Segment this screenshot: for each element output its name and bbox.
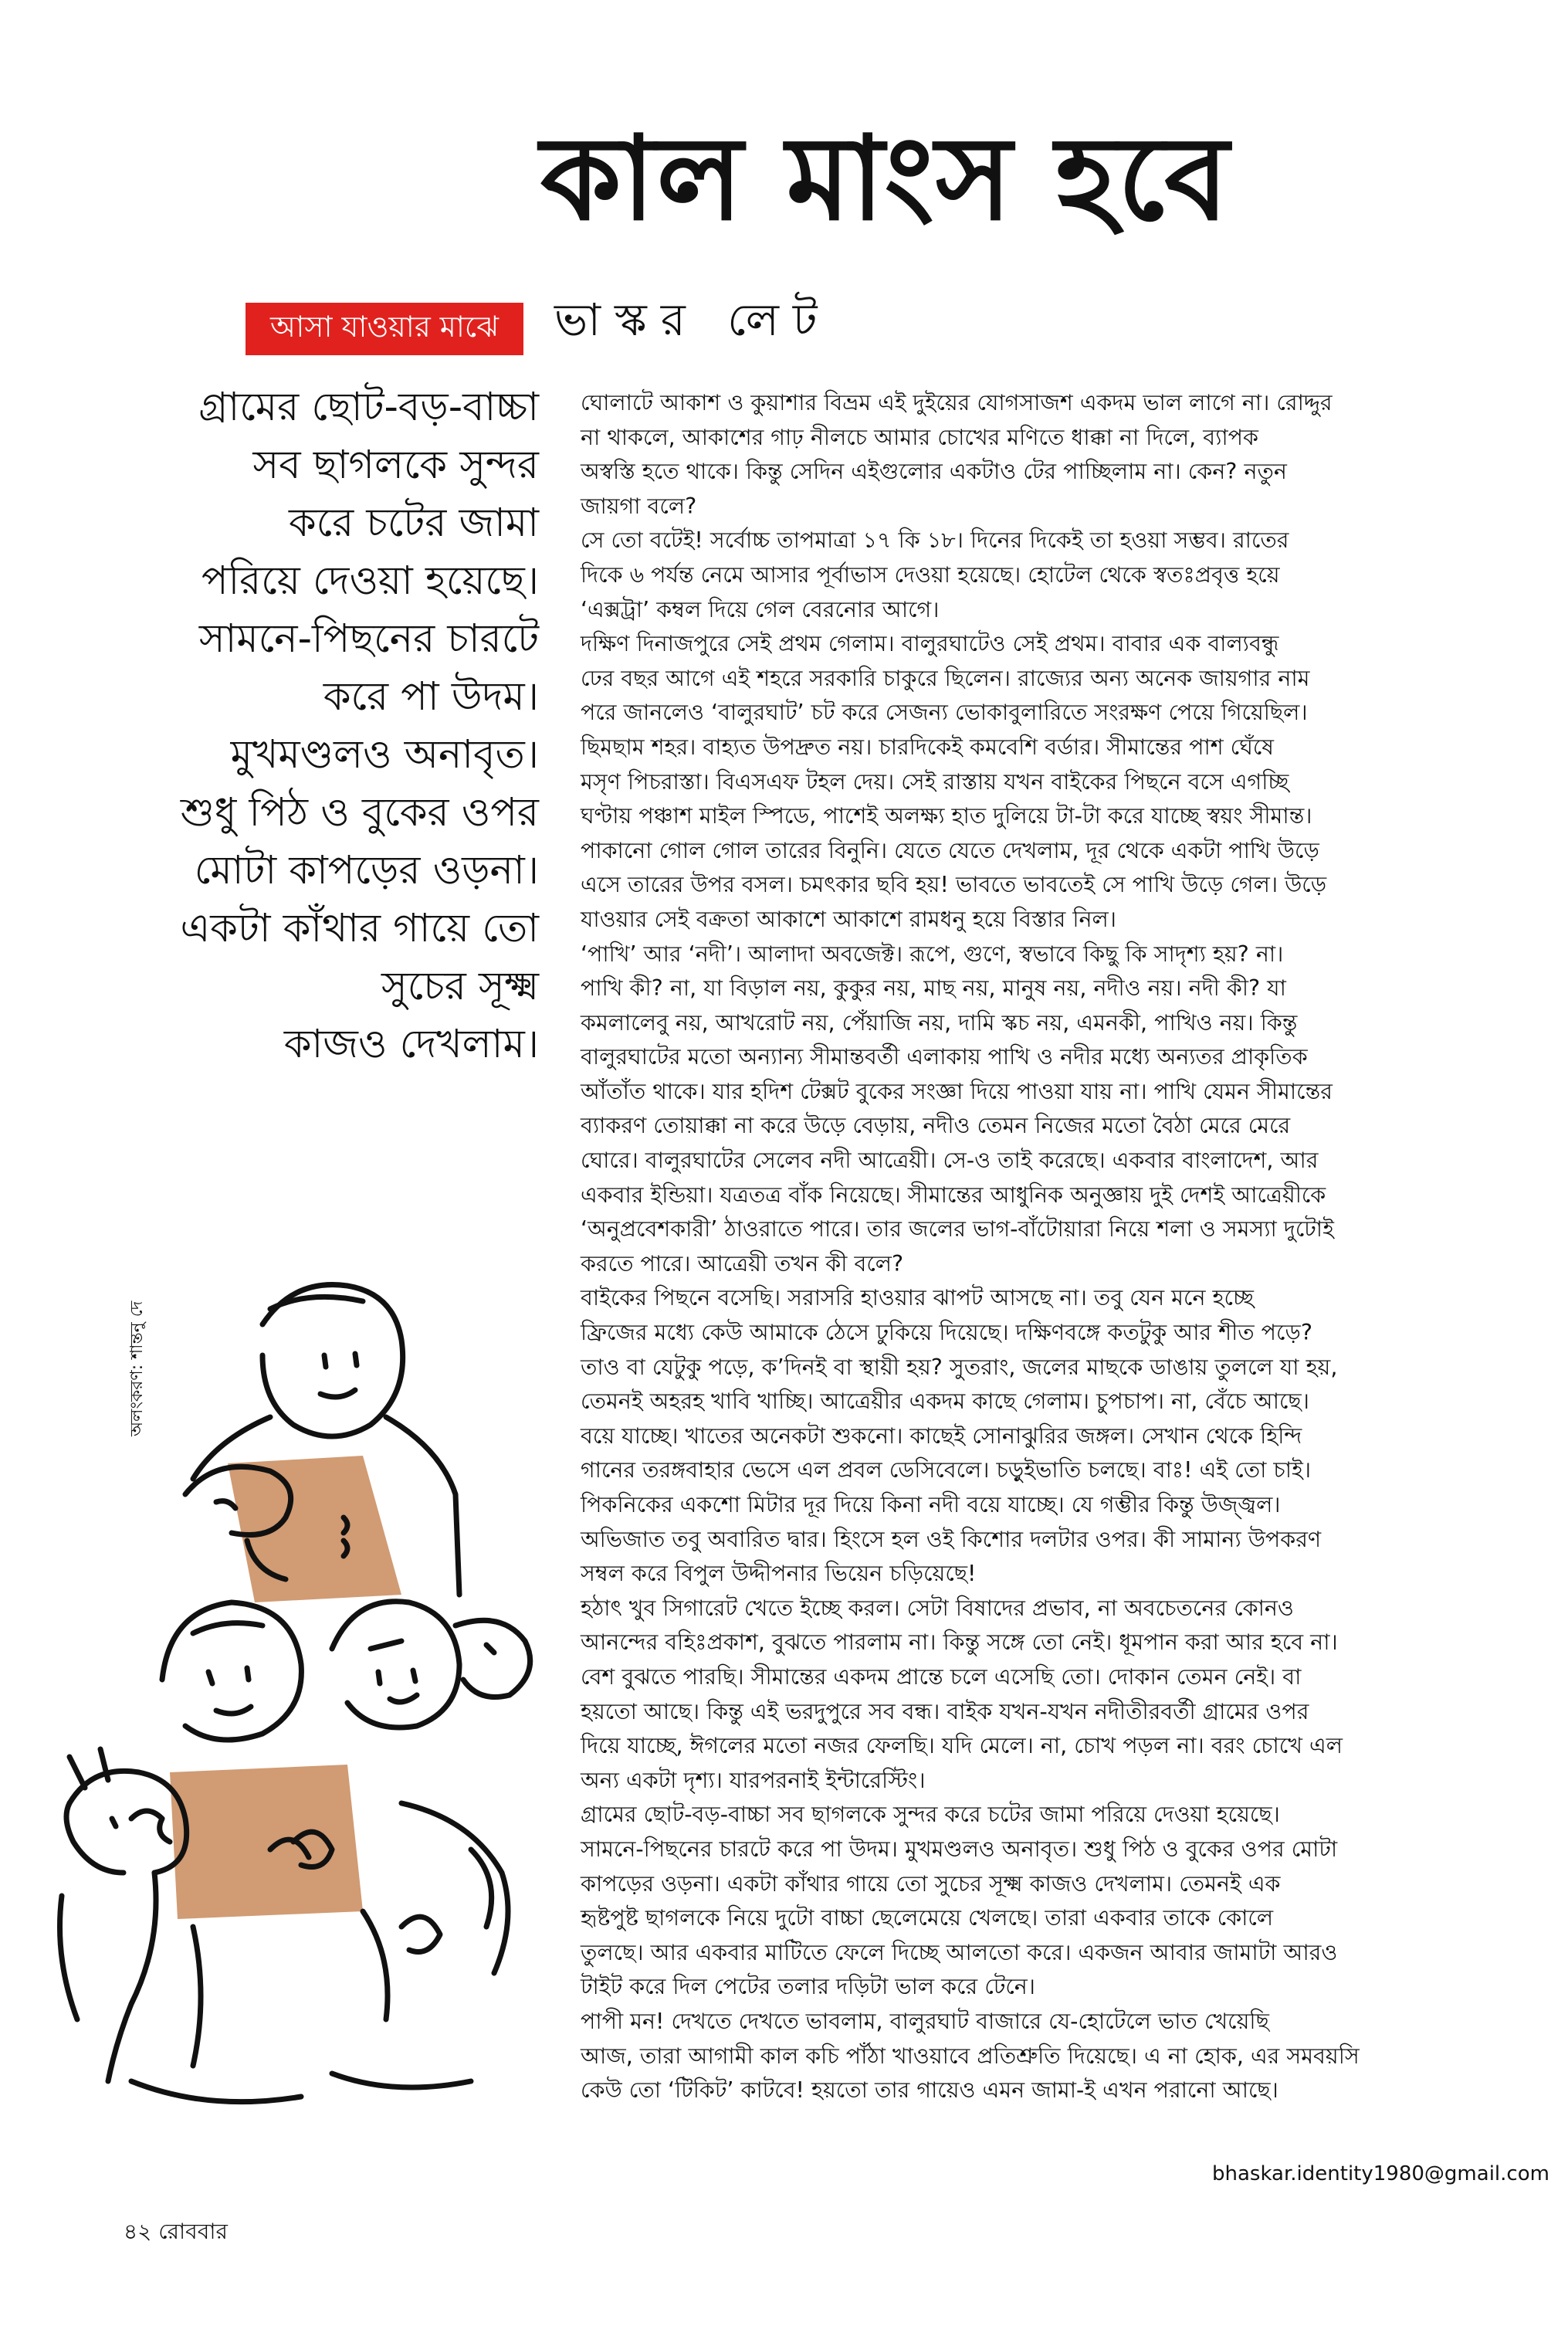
body-text-line: যাওয়ার সেই বক্রতা আকাশে আকাশে রামধনু হয়ে বিস্তার নিল। [581,906,1116,932]
body-text-line: দিয়ে যাচ্ছে, ঈগলের মতো নজর ফেলছি। যদি মেলে। না, চোখ পড়ল না। বরং চোখে এল [581,1733,1343,1759]
article-body [581,386,1439,2108]
body-text-line: ‘পাখি’ আর ‘নদী’। আলাদা অবজেক্ট। রূপে, গুণে, স্বভাবে কিছু কি সাদৃশ্য হয়? না। [581,941,1284,967]
body-text-line: মসৃণ পিচরাস্তা। বিএসএফ টহল দেয়। সেই রাস্তায় যখন বাইকের পিছনে বসে এগচ্ছি [581,768,1289,795]
author-name: ভাস্কর লেট [554,293,831,346]
body-text-line: গানের তরঙ্গবাহার ভেসে এল প্রবল ডেসিবেলে। চড়ুইভাতি চলছে। বাঃ! এই তো চাই। [581,1457,1312,1483]
body-text-line: আনন্দের বহিঃপ্রকাশ, বুঝতে পারলাম না। কিন্তু সঙ্গে তো নেই। ধূমপান করা আর হবে না। [581,1629,1338,1656]
body-text-line: না থাকলে, আকাশের গাঢ় নীলচে আমার চোখের মণিতে ধাক্কা না দিলে, ব্যাপক [581,424,1258,450]
pull-quote-line: করে পা উদম। [323,674,539,720]
author-email: bhaskar.identity1980@gmail.com [1212,2162,1549,2185]
body-text-line: কেউ তো ‘টিকিট’ কাটবে! হয়তো তার গায়েও এমন জামা-ই এখন পরানো আছে। [581,2077,1278,2104]
body-text-line: তেমনই অহরহ খাবি খাচ্ছি। আত্রেয়ীর একদম কাছে গেলাম। চুপচাপ। না, বেঁচে আছে। [581,1388,1309,1415]
body-text-line: পরে জানলেও ‘বালুরঘাট’ চট করে সেজন্য ভোকাবুলারিতে সংরক্ষণ পেয়ে গিয়েছিল। [581,700,1308,726]
body-text-line: সম্বল করে বিপুল উদ্দীপনার ভিয়েন চড়িয়েছে! [581,1561,977,1587]
pull-quote-line: সব ছাগলকে সুন্দর [252,442,539,488]
pull-quote-line: পরিয়ে দেওয়া হয়েছে। [201,558,539,604]
body-text-line: একবার ইন্ডিয়া। যত্রতত্র বাঁক নিয়েছে। সীমান্তের আধুনিক অনুজ্ঞায় দুই দেশই আত্রেয়ীকে [581,1182,1326,1208]
body-text-line: অন্য একটা দৃশ্য। যারপরনাই ইন্টারেস্টিং। [581,1767,926,1793]
body-text-line: আঁতাঁত থাকে। যার হদিশ টেক্সট বুকের সংজ্ঞা দিয়ে পাওয়া যায় না। পাখি যেমন সীমান্তের [581,1078,1333,1104]
illustration-credit: অলংকরণ: শান্তনু দে [127,1300,147,1436]
body-text-line: করতে পারে। আত্রেয়ী তখন কী বলে? [581,1250,904,1277]
body-text-line: ঘোলাটে আকাশ ও কুয়াশার বিভ্রম এই দুইয়ের যোগসাজশ একদম ভাল লাগে না। রোদ্দুর [581,390,1333,415]
body-text-line: সামনে-পিছনের চারটে করে পা উদম। মুখমণ্ডলও অনাবৃত। শুধু পিঠ ও বুকের ওপর মোটা [581,1836,1338,1862]
section-tag: আসা যাওয়ার মাঝে [246,303,523,355]
pull-quote-line: শুধু পিঠ ও বুকের ওপর [180,790,539,836]
pull-quote [131,378,539,1073]
body-text-line: বাইকের পিছনে বসেছি। সরাসরি হাওয়ার ঝাপট আসছে না। তবু যেন মনে হচ্ছে [581,1285,1254,1311]
body-text-line: ব্যাকরণ তোয়াক্কা না করে উড়ে বেড়ায়, নদীও তেমন নিজের মতো বৈঠা মেরে মেরে [581,1113,1291,1139]
article-title: কাল মাংস হবে [540,112,1231,246]
pull-quote-line: করে চটের জামা [288,500,539,546]
body-text-line: পিকনিকের একশো মিটার দূর দিয়ে কিনা নদী বয়ে যাচ্ছে। যে গম্ভীর কিন্তু উজ্জ্বল। [581,1492,1281,1517]
body-text-line: হঠাৎ খুব সিগারেট খেতে ইচ্ছে করল। সেটা বিষাদের প্রভাব, না অবচেতনের কোনও [581,1595,1294,1621]
pull-quote-line: মুখমণ্ডলও অনাবৃত। [230,732,539,778]
body-text-line: অস্বস্তি হতে থাকে। কিন্তু সেদিন এইগুলোর একটাও টের পাচ্ছিলাম না। কেন? নতুন [581,459,1287,485]
body-text-line: এসে তারের উপর বসল। চমৎকার ছবি হয়! ভাবতে ভাবতেই সে পাখি উড়ে গেল। উড়ে [581,872,1327,898]
pull-quote-line: একটা কাঁথার গায়ে তো [180,906,539,951]
body-text-line: অভিজাত তবু অবারিত দ্বার। হিংসে হল ওই কিশোর দলটার ওপর। কী সামান্য উপকরণ [581,1526,1322,1552]
body-text-line: বয়ে যাচ্ছে। খাতের অনেকটা শুকনো। কাছেই সোনাঝুরির জঙ্গল। সেখান থেকে হিন্দি [581,1422,1302,1449]
body-text-line: দক্ষিণ দিনাজপুরে সেই প্রথম গেলাম। বালুরঘাটেও সেই প্রথম। বাবার এক বাল্যবন্ধু [581,631,1279,657]
body-text-line: আজ, তারা আগামী কাল কচি পাঁঠা খাওয়াবে প্রতিশ্রুতি দিয়েছে। এ না হোক, এর সমবয়সি [581,2043,1360,2069]
body-text-line: ফ্রিজের মধ্যে কেউ আমাকে ঠেসে ঢুকিয়ে দিয়েছে। দক্ষিণবঙ্গে কতটুকু আর শীত পড়ে? [581,1320,1312,1346]
body-text-line: ছিমছাম শহর। বাহ্যত উপদ্রুত নয়। চারদিকেই কমবেশি বর্ডার। সীমান্তের পাশ ঘেঁষে [581,734,1275,760]
body-text-line: তাও বা যেটুকু পড়ে, ক’দিনই বা স্থায়ী হয়? সুতরাং, জলের মাছকে ডাঙায় তুললে যা হয়, [581,1354,1338,1380]
body-text-line: হয়তো আছে। কিন্তু এই ভরদুপুরে সব বন্ধ। বাইক যখন-যখন নদীতীরবর্তী গ্রামের ওপর [581,1698,1309,1724]
pull-quote-line: গ্রামের ছোট-বড়-বাচ্চা [198,385,539,430]
body-text-line: গ্রামের ছোট-বড়-বাচ্চা সব ছাগলকে সুন্দর করে চটের জামা পরিয়ে দেওয়া হয়েছে। [581,1802,1280,1828]
body-text-line: বালুরঘাটের মতো অন্যান্য সীমান্তবর্তী এলাকায় পাখি ও নদীর মধ্যে অন্যতর প্রাকৃতিক [581,1044,1308,1070]
body-text-line: কমলালেবু নয়, আখরোট নয়, পেঁয়াজি নয়, দামি স্কচ নয়, এমনকী, পাখিও নয়। কিন্তু [581,1009,1298,1036]
body-text-line: পাখি কী? না, যা বিড়াল নয়, কুকুর নয়, মাছ নয়, মানুষ নয়, নদীও নয়। নদী কী? যা [581,975,1286,1002]
body-text-line: পাপী মন! দেখতে দেখতে ভাবলাম, বালুরঘাট বাজারে যে-হোটেলে ভাত খেয়েছি [581,2008,1269,2034]
pull-quote-line: মোটা কাপড়ের ওড়না। [194,848,539,893]
body-text-line: পাকানো গোল গোল তারের বিনুনি। যেতে যেতে দেখলাম, দূর থেকে একটা পাখি উড়ে [581,837,1319,863]
body-text-line: ঘোরে। বালুরঘাটের সেলেব নদী আত্রেয়ী। সে-ও তাই করেছে। একবার বাংলাদেশ, আর [581,1148,1319,1174]
pull-quote-line: কাজও দেখলাম। [283,1022,539,1067]
body-text-line: জায়গা বলে? [581,493,697,519]
body-text-line: ঢের বছর আগে এই শহরে সরকারি চাকুরে ছিলেন। রাজ্যের অন্য অনেক জায়গার নাম [581,665,1310,691]
page-number-footer: ৪২ রোববার [124,2219,228,2244]
body-text-line: হৃষ্টপুষ্ট ছাগলকে নিয়ে দুটো বাচ্চা ছেলেমেয়ে খেলছে। তারা একবার তাকে কোলে [581,1905,1274,1931]
body-text-line: তুলছে। আর একবার মাটিতে ফেলে দিচ্ছে আলতো করে। একজন আবার জামাটা আরও [581,1939,1338,1965]
body-text-line: সে তো বটেই! সর্বোচ্চ তাপমাত্রা ১৭ কি ১৮। দিনের দিকেই তা হওয়া সম্ভব। রাতের [581,527,1289,554]
body-text-line: ‘এক্সট্রা’ কম্বল দিয়ে গেল বেরনোর আগে। [581,596,940,622]
pull-quote-line: সুচের সূক্ষ্ম [381,964,539,1009]
body-text-line: দিকে ৬ পর্যন্ত নেমে আসার পূর্বাভাস দেওয়া হয়েছে। হোটেল থেকে স্বতঃপ্রবৃত্ত হয়ে [581,561,1280,588]
body-text-line: ঘণ্টায় পঞ্চাশ মাইল স্পিডে, পাশেই অলক্ষ্য হাত দুলিয়ে টা-টা করে যাচ্ছে স্বয়ং সীমান্ত। [581,803,1312,829]
body-text-line: বেশ বুঝতে পারছি। সীমান্তের একদম প্রান্তে চলে এসেছি তো। দোকান তেমন নেই। বা [581,1663,1302,1690]
body-text-line: কাপড়ের ওড়না। একটা কাঁথার গায়ে তো সুচের সূক্ষ্ম কাজও দেখলাম। তেমনই এক [581,1870,1281,1897]
body-text-line: টাইট করে দিল পেটের তলার দড়িটা ভাল করে টেনে। [581,1974,1035,2000]
body-text-line: ‘অনুপ্রবেশকারী’ ঠাওরাতে পারে। তার জলের ভাগ-বাঁটোয়ারা নিয়ে শলা ও সমস্যা দুটোই [581,1216,1334,1243]
goat-children-illustration [39,1263,548,2158]
pull-quote-line: সামনে-পিছনের চারটে [198,616,539,662]
